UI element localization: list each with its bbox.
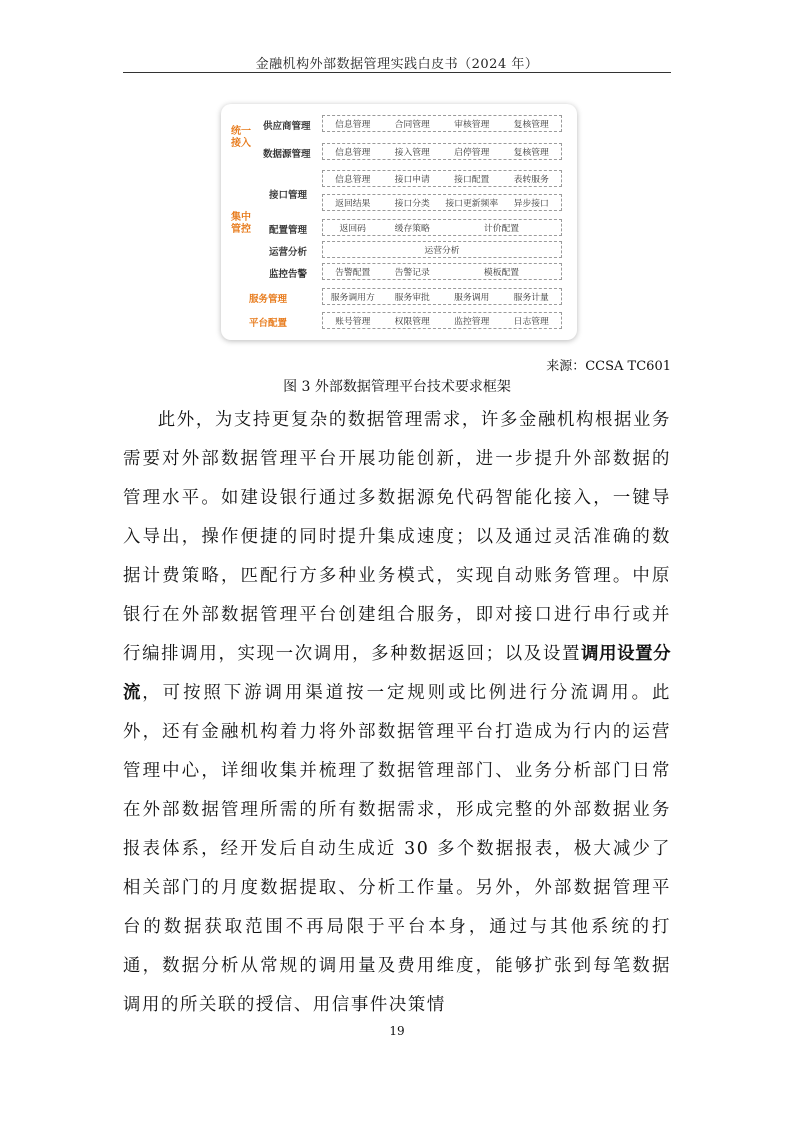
cell: 模板配置	[483, 268, 520, 278]
cell: 接入管理	[394, 148, 430, 158]
row-label-service: 服务管理	[249, 294, 288, 305]
row-label-operation: 运营分析	[269, 247, 308, 258]
row-label-interface: 接口管理	[269, 190, 308, 201]
cell: 服务审批	[394, 293, 430, 303]
cell: 服务计量	[513, 293, 549, 303]
cell: 缓存策略	[394, 224, 430, 234]
row-box-interface-1	[322, 170, 562, 187]
cell: 复核管理	[513, 148, 549, 158]
cell: 告警配置	[335, 268, 371, 278]
cell: 复核管理	[513, 120, 549, 130]
row-label-monitor: 监控告警	[269, 269, 308, 280]
cell: 信息管理	[335, 120, 371, 130]
running-header: 金融机构外部数据管理实践白皮书（2024 年）	[255, 57, 539, 72]
row-box-operation	[322, 241, 562, 258]
figure-caption: 图 3 外部数据管理平台技术要求框架	[283, 379, 511, 395]
paragraph-text: 此外，为支持更复杂的数据管理需求，许多金融机构根据业务需要对外部数据管理平台开展功能创新，进一步提升外部数据的管理水平。如建设银行通过多数据源免代码智能化接入，一键导入导出，操作便捷的同时提升集成速度；以及通过灵活准确的数据计费策略，匹配行方多种业务模式，实现自动账务管理。中原银行在外部数据管理平台创建组合服务，即对接口进行串行或并行编排调用，实现一次调用，多种数据返回；以及设置	[123, 410, 671, 664]
row-label-platform: 平台配置	[249, 318, 288, 329]
row-box-interface-2	[322, 194, 562, 211]
cell: 监控管理	[454, 317, 490, 327]
row-box-service	[322, 288, 562, 305]
page-number: 19	[389, 1024, 405, 1038]
cell: 异步接口	[513, 199, 549, 209]
cell: 合同管理	[394, 120, 430, 130]
group-label-central-control: 集中 管控	[231, 212, 251, 235]
cell: 接口配置	[454, 175, 490, 185]
row-box-platform	[322, 312, 562, 329]
cell: 服务调用方	[330, 293, 375, 303]
cell: 计价配置	[483, 224, 520, 234]
row-label-datasource: 数据源管理	[263, 149, 311, 160]
cell: 接口更新频率	[445, 199, 499, 209]
cell: 返回码	[339, 224, 366, 234]
cell: 运营分析	[424, 246, 460, 256]
row-label-config: 配置管理	[269, 225, 308, 236]
cell: 接口申请	[394, 175, 430, 185]
cell: 日志管理	[513, 317, 549, 327]
cell: 接口分类	[394, 199, 430, 209]
cell: 信息管理	[335, 148, 371, 158]
row-box-supplier	[322, 115, 562, 132]
row-box-config	[322, 219, 562, 236]
body-paragraph	[123, 401, 671, 1025]
bold-term: 调用设置分流	[123, 644, 671, 703]
row-box-monitor	[322, 263, 562, 280]
cell: 服务调用	[454, 293, 490, 303]
cell: 审核管理	[454, 120, 490, 130]
paragraph-text: ，可按照下游调用渠道按一定规则或比例进行分流调用。此外，还有金融机构着力将外部数据管理平台打造成为行内的运营管理中心，详细收集并梳理了数据管理部门、业务分析部门日常在外部数据管理所需的所有数据需求，形成完整的外部数据业务报表体系，经开发后自动生成近 30 多个数据报表，极大减少了相关部门的月度数据提取、分析工作量。另外，外部数据管理平台的数据获取范围不再局限于平台本身，通过与其他系统的打通，数据分析从常规的调用量及费用维度，能够扩张到每笔数据调用的所关联的授信、用信事件决策情	[123, 683, 671, 1015]
cell: 账号管理	[335, 317, 371, 327]
figure-source: 来源：CCSA TC601	[546, 359, 671, 374]
header-rule	[123, 72, 671, 73]
cell: 权限管理	[394, 317, 430, 327]
cell: 告警记录	[394, 268, 430, 278]
framework-diagram	[221, 104, 577, 340]
cell: 返回结果	[335, 199, 371, 209]
cell: 信息管理	[335, 175, 371, 185]
row-label-supplier: 供应商管理	[263, 121, 311, 132]
cell: 表转服务	[513, 175, 549, 185]
group-label-unified-access: 统一 接入	[231, 126, 251, 149]
row-box-datasource	[322, 143, 562, 160]
cell: 启停管理	[454, 148, 490, 158]
